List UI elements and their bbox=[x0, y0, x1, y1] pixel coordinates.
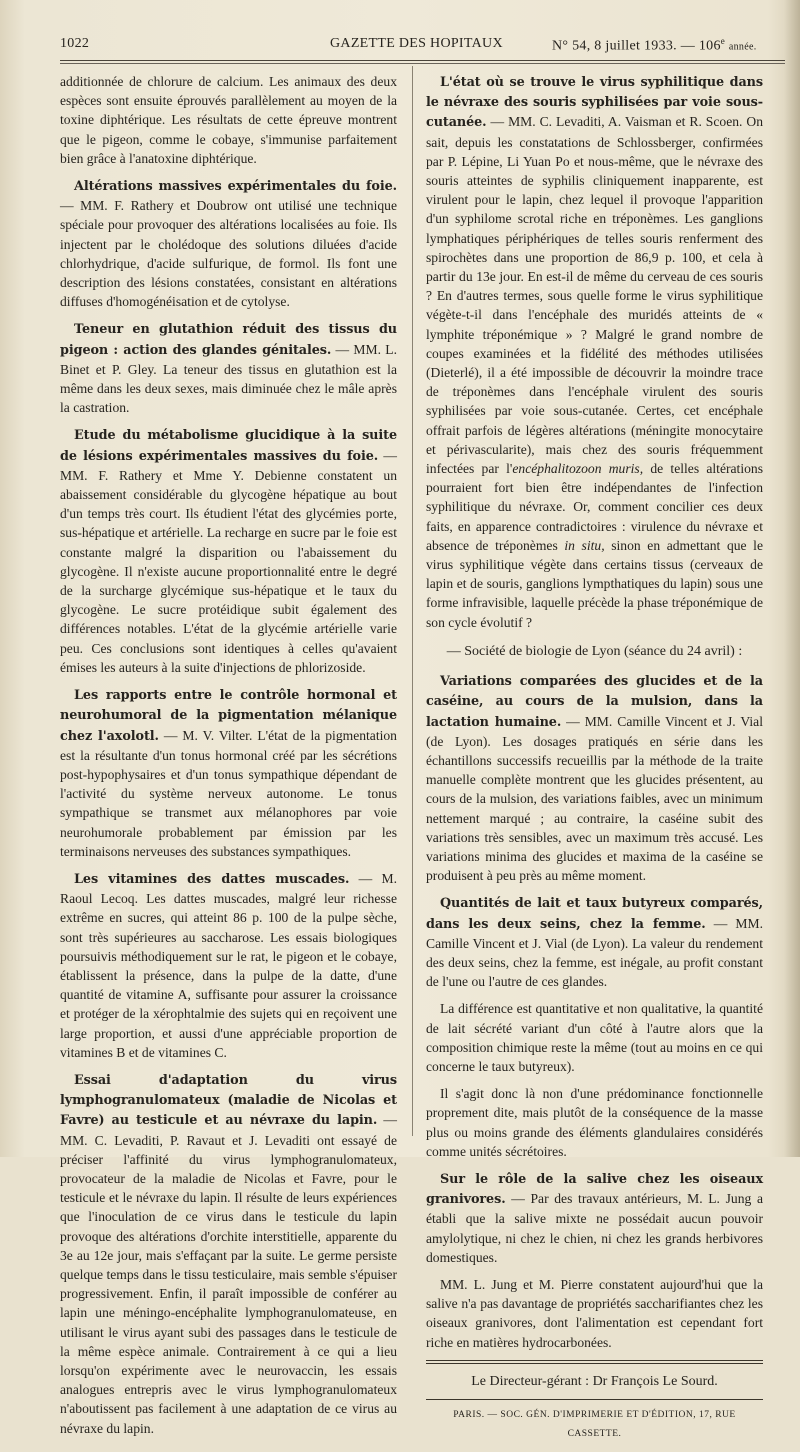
article-text: ont essayé de préciser l'affinité du virus lymphogranulomateux, provocateur de la maladie de Nicolas et Favre, pour le testicule et le névraxe du lapin. Il résulte de leurs expériences que l'inoculation de ce virus dans le testicule du lapin provoque des altérations d'orchite interstitielle, apparente du 3e au 12e jour, mais s'effaçant par la suite. Le germe persiste quelque temps dans le tissu testiculaire, mais semble s'épuiser progressivement. Enfin, il paraît impossible de conférer au lapin une méningo-encéphalite lymphogranulomateuse, en utilisant le virus ayant subi des passages dans le testicule de la même espèce animale. Contrairement à ce qui a lieu lorsqu'on expérimente avec le neurovaccin, les essais analogues entrepris avec le virus lymphogranulomateux n'aboutissent pas facilement à une adaptation de ce virus au névraxe du lapin. bbox=[60, 1132, 397, 1436]
article-text: constatent un abaissement considérable du glycogène hépatique au bout d'un temps très court. Ils étudient l'état des glycémies porte, sus-hépatique et artérielle. La recharge en sucre par le foie est constante malgré la disparition ou l'abaissement du glycogène. Il n'existe aucune proportionnalité entre le degré de la surcharge glycémique sus-hépatique et le taux du glycogène. Le sucre protéidique subit également des différences notables. L'état de la glycémie artérielle varie peu. Ces conclusions sont identiques à celles qu'avaient émises les auteurs à la suite d'injections de phlorizoside. bbox=[60, 467, 397, 675]
left-column bbox=[60, 72, 397, 1446]
article-text: de telles altérations pourraient fort bien être indépendantes de l'infection syphilitique du névraxe. Or, comment concilier ces deux faits, en apparence contradictoires : virulence du névraxe et absence de tréponèmes bbox=[426, 461, 763, 553]
article-authors: — MM. C. Levaditi, P. Ravaut et J. Levaditi bbox=[60, 1112, 397, 1148]
article-title: Variations comparées des glucides et de la caséine, au cours de la mulsion, dans la lactation humaine. bbox=[426, 674, 763, 730]
issue-sup: e bbox=[720, 36, 726, 46]
signature-rule-thin bbox=[426, 1363, 763, 1364]
issue-text: N° 54, 8 juillet 1933. — 106 bbox=[552, 38, 721, 54]
article-title: Essai d'adaptation du virus lymphogranulomateux (maladie de Nicolas et Favre) au testicule et au névraxe du lapin. bbox=[60, 1072, 397, 1129]
article-italic: encéphalitozoon muris, bbox=[512, 461, 644, 477]
article-title: Sur le rôle de la salive chez les oiseaux granivores. bbox=[426, 1171, 763, 1208]
director-signature: Le Directeur-gérant : Dr François Le Sourd. bbox=[471, 1373, 718, 1389]
article bbox=[426, 72, 763, 632]
article bbox=[60, 685, 397, 861]
article-italic: in situ, bbox=[564, 537, 605, 553]
page-header bbox=[60, 28, 785, 58]
article-text: La valeur du rendement des deux seins, chez la femme, est inégale, au profit constant de l'une ou l'autre de ces glandes. bbox=[426, 935, 764, 990]
journal-title: GAZETTE DES HOPITAUX bbox=[330, 36, 503, 51]
article-title: Quantités de lait et taux butyreux comparés, dans les deux seins, chez la femme. bbox=[426, 896, 763, 932]
issue-year-word: année. bbox=[728, 41, 757, 53]
article-authors: — MM. C. Levaditi, A. Vaisman et R. Scoen. bbox=[490, 114, 743, 130]
article-title: Les rapports entre le contrôle hormonal et neurohumoral de la pigmentation mélanique chez l'axolotl. bbox=[60, 688, 397, 744]
article-authors: — M. V. Vilter. bbox=[163, 727, 253, 743]
article-title: Les vitamines des dattes muscades. bbox=[74, 871, 350, 887]
paragraph: additionnée de chlorure de calcium. Les animaux des deux espèces sont ensuite éprouvés parallèlement au moyen de la toxine diphtérique. Les résultats de cette épreuve montrent que le pigeon, comme le cobaye, s'immunise parfaitement bien grâce à l'anatoxine diphtérique. bbox=[60, 74, 397, 166]
article-authors: — MM. Camille Vincent et J. Vial (de Lyon). bbox=[426, 915, 763, 951]
paragraph: Il s'agit donc là non d'une prédominance fonctionnelle proprement dite, mais plutôt de la conséquence de la masse plus ou moins grande des éléments glandulaires considérés comme unités sécrétoires. bbox=[426, 1086, 763, 1159]
article-title: Teneur en glutathion réduit des tissus du pigeon : action des glandes génitales. bbox=[60, 322, 397, 358]
article-text: ont utilisé une technique spéciale pour provoquer des altérations localisées au foie. Ils injectent par le cholédoque des solutions diluées d'acide chlorhydrique, d'acide sulfurique, de formol. Ils font une description des lésions constatées, consistant en altérations diffuses d'homogénéisation et de cytolyse. bbox=[60, 198, 397, 310]
article-text: On sait, depuis les constatations de Schlossberger, confirmées par P. Lépine, Li Yuan Po et nous-même, que le névraxe des souris atteintes de syphilis cliniquement inapparente, est virulent pour le lapin, chez lequel il provoque l'apparition d'un syphilome scrotal riche en tréponèmes. Les ganglions lymphatiques périphériques de telles souris renferment des spirochètes dans une proportion de 86,9 p. 100, et cela à partir du 13e jour. En est-il de même du cerveau de ces souris ? En d'autres termes, sous quelle forme le virus syphilitique végète-t-il dans l'encéphale des muridés atteints de « lymphite tréponémique » ? Malgré le grand nombre de coupes examinées et la fidélité des méthodes utilisées (Dieterlé), il a été impossible de découvrir la moindre trace de tréponèmes dans l'encéphale virulent des souris syphilisées par voie sous-cutanée. Certes, cet encéphale offrait parfois de légères altérations (méningite monocytaire et périvascularite), mais chez des souris fréquemment infectées par l' bbox=[426, 114, 763, 477]
article-authors: — MM. F. Rathery et Doubrow bbox=[60, 198, 248, 214]
page-number: 1022 bbox=[60, 36, 90, 51]
article-title: Etude du métabolisme glucidique à la suite de lésions expérimentales massives du foie. bbox=[60, 428, 397, 464]
article-text: La teneur des tissus en glutathion est la même dans les deux sexes, mais diminuée chez le mâle après la castration. bbox=[60, 361, 397, 416]
article bbox=[60, 869, 397, 1062]
article-title: Altérations massives expérimentales du foie. bbox=[74, 179, 397, 195]
article-text: Les dattes muscades, malgré leur richesse extrême en sucres, qui atteint 86 p. 100 de la pulpe sèche, sont très supérieures au saccharose. Les essais biologiques poursuivis méthodiquement sur le rat, le pigeon et le cobaye, établissent la présence, dans la pulpe de la datte, d'une quantité de vitamine A, suffisante pour assurer la croissance et protéger de la xérophtalmie des sujets qui en reçoivent une large proportion, et aussi d'une appréciable proportion de vitamines B et de vitamines C. bbox=[60, 891, 397, 1060]
article-authors: — MM. Camille Vincent et J. Vial (de Lyon). bbox=[426, 713, 763, 749]
society-heading: — Société de biologie de Lyon (séance du 24 avril) : bbox=[446, 643, 743, 659]
printer-imprint: PARIS. — SOC. GÉN. D'IMPRIMERIE ET D'ÉDITION, 17, RUE CASSETTE. bbox=[453, 1410, 736, 1440]
article bbox=[426, 893, 763, 991]
paragraph: La différence est quantitative et non qualitative, la quantité de lait sécrété variant d'un côté à l'autre alors que la composition chimique reste la même (tout au moins en ce qui concerne le taux butyreux). bbox=[426, 1001, 763, 1074]
article-text: L'état de la pigmentation est la résultante d'un tonus hormonal créé par les sécrétions post-hypophysaires et d'un tonus sympathique dépendant de l'activité du système nerveux autonome. Le tonus sympathique se transmet aux mélanophores par voie neurohumorale probablement par émission par les terminaisons nerveuses des substances sympathiques. bbox=[60, 727, 397, 859]
article bbox=[60, 425, 397, 677]
article bbox=[426, 671, 763, 885]
article-text: — Par des travaux antérieurs, M. L. Jung a établi que la salive mixte ne possédait aucun pouvoir amylolytique, ni chez le chien, ni chez les grands herbivores domestiques. bbox=[426, 1191, 763, 1265]
signature-rule bbox=[426, 1360, 763, 1361]
article bbox=[60, 319, 397, 417]
header-rule-thin bbox=[60, 63, 785, 64]
article-text: sinon en admettant que le virus syphilitique végète dans certains tissus (cerveaux de lapin et de souris, ganglions lympthatiques du lapin) sous une forme infravisible, laquelle précède la phase tréponémique de son cycle évolutif ? bbox=[426, 537, 763, 630]
article-title: L'état où se trouve le virus syphilitique dans le névraxe des souris syphilisées par voie sous-cutanée. bbox=[426, 75, 763, 131]
article-authors: — MM. F. Rathery et Mme Y. Debienne bbox=[60, 447, 397, 483]
article-text: Les dosages pratiqués en série dans les échantillons successifs recueillis par la méthode de la traite manuelle complète montrent que les glucides présentent, au cours de la mulsion, des variations faibles, avec un minimum nettement marqué ; au contraire, la caséine subit des variations très sensibles, avec un maximum très accusé. Les variations minima des glucides et maxima de la caséine se produisent à peu près au même moment. bbox=[426, 733, 764, 884]
issue-info bbox=[552, 36, 757, 55]
column-divider bbox=[412, 66, 413, 1136]
article-authors: — MM. L. Binet et P. Gley. bbox=[60, 341, 397, 377]
article bbox=[60, 1070, 397, 1438]
right-column bbox=[426, 72, 763, 1452]
header-rule bbox=[60, 60, 785, 61]
paragraph: MM. L. Jung et M. Pierre constatent aujourd'hui que la salive n'a pas davantage de propriétés saccharifiantes chez les oiseaux granivores, dont l'alimentation est cependant fort riche en matières hydrocarbonées. bbox=[426, 1276, 763, 1350]
article bbox=[426, 1169, 763, 1267]
article-authors: — M. Raoul Lecoq. bbox=[60, 870, 397, 907]
imprint-rule bbox=[426, 1399, 763, 1400]
article bbox=[60, 176, 397, 311]
